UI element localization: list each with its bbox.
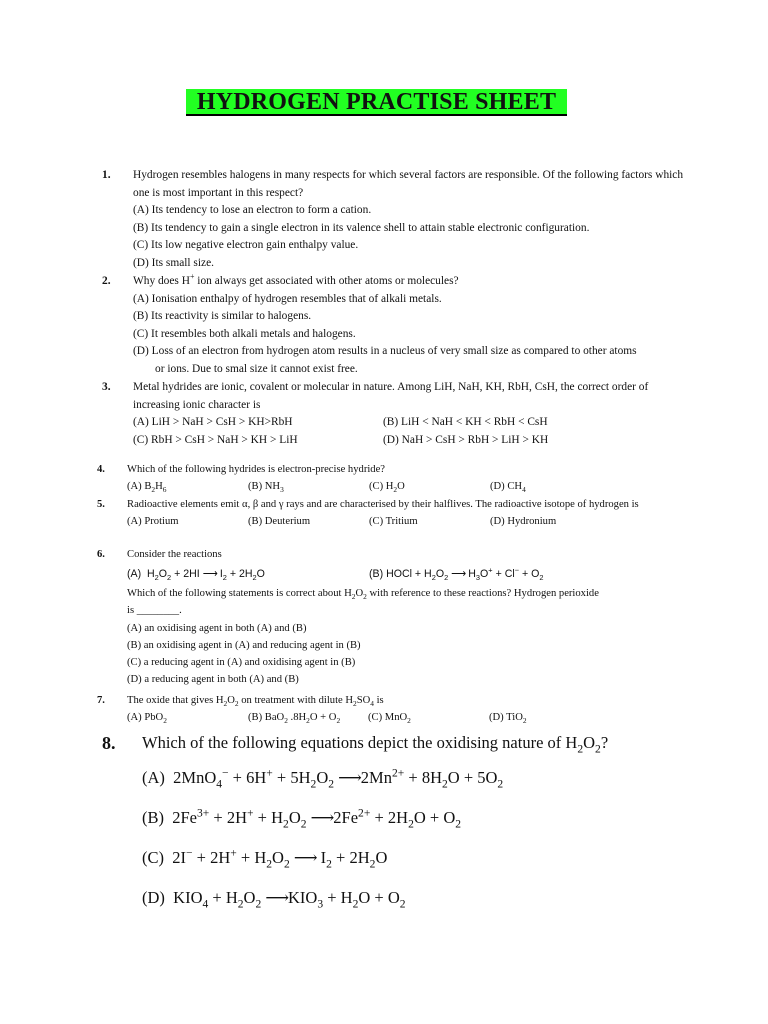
question-number: 1. xyxy=(102,169,111,181)
option-c: (C) Its low negative electron gain enthalpy value. xyxy=(133,239,359,251)
reaction-b: (B) HOCl + $H_2O_2$ ⟶ $H_3O^+ + Cl^- + O_2$ xyxy=(369,565,544,583)
question-number: 7. xyxy=(97,695,105,706)
statement-end: is ________. xyxy=(127,605,182,617)
option-d: (D) Hydronium xyxy=(490,516,557,528)
option-d-continued: or ions. Due to smal size it cannot exist free. xyxy=(155,362,358,375)
option-c: (C) Tritium xyxy=(369,516,418,528)
question-number: 8. xyxy=(102,733,116,753)
question-text: Why does H+ ion always get associated with other atoms or molecules? xyxy=(133,272,459,287)
option-a: (A) an oxidising agent in both (A) and (B) xyxy=(127,622,307,634)
option-a: (A) $B_2H_6$ xyxy=(127,481,167,495)
option-d: (D) $CH_4$ xyxy=(490,481,526,495)
option-c: (C) a reducing agent in (A) and oxidising agent in (B) xyxy=(127,657,356,669)
question-number: 6. xyxy=(97,549,105,560)
question-number: 5. xyxy=(97,499,105,510)
reaction-a: (A) $H_2O_2 + 2HI$ ⟶ $I_2 + 2H_2O$ xyxy=(127,568,265,583)
option-b: (B) Its tendency to gain a single electron in its valence shell to attain stable electronic configuration. xyxy=(133,221,590,234)
option-b: (B) an oxidising agent in (A) and reducing agent in (B) xyxy=(127,639,361,651)
statement: Which of the following statements is correct about $H_2O_2$ with reference to these reactions? Hydrogen perioxide xyxy=(127,588,599,602)
question-text: Hydrogen resembles halogens in many respects for which several factors are responsible. Of the following factors which one is most important in this respect? xyxy=(133,169,684,199)
option-b: (B) Deuterium xyxy=(248,516,311,528)
option-b: (B) Its reactivity is similar to halogens. xyxy=(133,310,312,322)
option-d: (D) NaH > CsH > RbH > LiH > KH xyxy=(383,433,549,446)
option-d: (D) Loss of an electron from hydrogen atom results in a nucleus of very small size as compared to other atoms xyxy=(133,345,637,357)
question-text: Metal hydrides are ionic, covalent or molecular in nature. Among LiH, NaH, KH, RbH, CsH, the correct order of increasing ionic character is xyxy=(133,381,649,411)
option-b: (B) BaO$_2$ $.8H_2O + O_2$ xyxy=(248,712,341,726)
page-title: HYDROGEN PRACTISE SHEET xyxy=(186,89,567,116)
equation-c: (C) $2I^- + 2H^+ + H_2O_2$ ⟶ $I_2 + 2H_2O$ xyxy=(142,847,388,871)
option-a: (A) Its tendency to lose an electron to form a cation. xyxy=(133,204,372,216)
equation-b: (B) $2Fe^{3+} + 2H^+ + H_2O_2$ $⟶2Fe^{2+} + 2H_2O + O_2$ xyxy=(142,807,462,831)
option-d: (D) Its small size. xyxy=(133,256,214,269)
question-number: 2. xyxy=(102,275,111,287)
option-d: (D) TiO$_2$ xyxy=(489,712,527,726)
option-c: (C) RbH > CsH > NaH > KH > LiH xyxy=(133,433,298,446)
question-number: 3. xyxy=(102,381,111,393)
option-a: (A) PbO$_2$ xyxy=(127,712,167,726)
option-a: (A) Protium xyxy=(127,516,179,528)
option-a: (A) LiH > NaH > CsH > KH>RbH xyxy=(133,416,293,428)
option-b: (B) $NH_3$ xyxy=(248,481,284,495)
question-text: Which of the following equations depict the oxidising nature of $H_2O_2$? xyxy=(142,733,609,756)
question-text: Which of the following hydrides is electron-precise hydride? xyxy=(127,464,385,475)
option-b: (B) LiH < NaH < KH < RbH < CsH xyxy=(383,416,548,428)
question-number: 4. xyxy=(97,464,105,475)
question-text: Radioactive elements emit α, β and γ rays and are characterised by their halflives. The radioactive isotope of hydrogen is xyxy=(127,499,639,510)
question-text: Consider the reactions xyxy=(127,549,222,560)
equation-a: (A) $2MnO_4^- + 6H^+ + 5H_2O_2$ $⟶2Mn^{2+} + 8H_2O + 5O_2$ xyxy=(142,767,504,791)
equation-d: (D) $KIO_4 + H_2O_2$ $⟶KIO_3 + H_2O + O_2$ xyxy=(142,888,406,911)
option-c: (C) $H_2O$ xyxy=(369,481,405,495)
option-c: (C) MnO$_2$ xyxy=(368,712,411,726)
option-d: (D) a reducing agent in both (A) and (B) xyxy=(127,674,299,686)
option-a: (A) Ionisation enthalpy of hydrogen resembles that of alkali metals. xyxy=(133,292,442,305)
option-c: (C) It resembles both alkali metals and halogens. xyxy=(133,327,356,340)
question-text: The oxide that gives $H_2O_2$ on treatment with dilute $H_2SO_4$ is xyxy=(127,695,384,709)
